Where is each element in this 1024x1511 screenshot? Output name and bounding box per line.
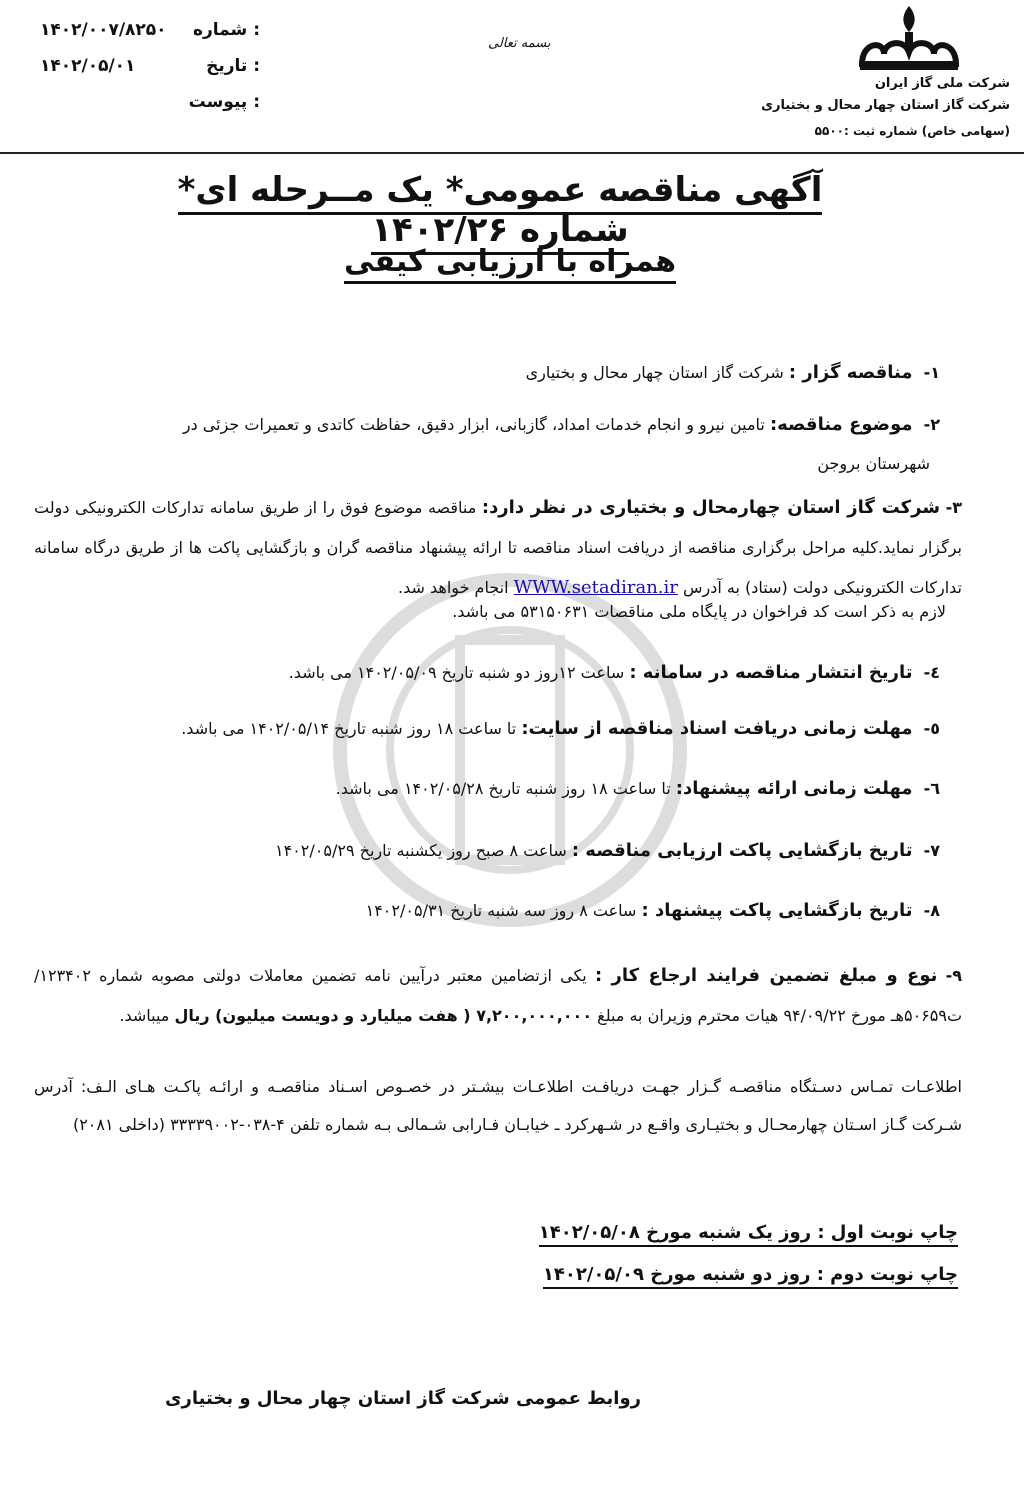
- org-subsidiary: شرکت گاز استان چهار محال و بختیاری: [761, 98, 1010, 113]
- item-3: [34, 488, 962, 608]
- letter-number-label: شماره :: [192, 20, 260, 40]
- item-4-text: ساعت ۱۲روز دو شنبه تاریخ ۱۴۰۲/۰۵/۰۹ می باشد.: [288, 663, 625, 682]
- contact-info: اطلاعـات تمـاس دسـتگاه مناقصـه گـزار جهـت دریافـت اطلاعـات بیشـتر در خصـوص اسـناد مناقصـه و ارائـه پاکـت هـای الـف: آدرس شـرکت گـاز اسـتان چهارمحـال و بختیـاری واقـع در شـهرکرد ـ خیابـان فـارابی شـمالی بـه شماره تلفن ۴-۰۳۸-۳۳۳۳۹۰۰۲ (داخلی ۲۰۸۱): [34, 1077, 962, 1134]
- item-3-text: مناقصه موضوع فوق را از طریق سامانه تدارکات الکترونیکی دولت برگزار نماید.کلیه مراحل برگزاری مناقصه از دریافت اسناد مناقصه تا ارائه پیشنهاد مناقصه گران و بازگشایی پاکت ها از طریق درگاه سامانه تدارکات الکترونیکی دولت (ستاد) به آدرس: [34, 498, 962, 597]
- item-4-number: ٤-: [923, 663, 940, 682]
- item-6: [336, 778, 940, 799]
- item-7-label: تاریخ بازگشایی پاکت ارزیابی مناقصه :: [571, 840, 913, 861]
- item-4-label: تاریخ انتشار مناقصه در سامانه :: [629, 662, 913, 683]
- item-2-continuation: شهرستان بروجن: [817, 454, 930, 473]
- company-logo-icon: [854, 2, 964, 74]
- item-9-text: یکی ازتضامین معتبر درآیین نامه تضمین معاملات دولتی مصوبه شماره ۱۲۳۴۰۲/ت۵۰۶۵۹هـ مورخ ۹۴/۰۹/۲۲ هیات محترم وزیران به مبلغ: [34, 966, 962, 1025]
- item-9-number: ۹-: [945, 966, 962, 985]
- tender-title-text: آگهی مناقصه عمومی* یک مــرحله ای* شماره ۱۴۰۲/۲۶: [178, 170, 823, 255]
- public-relations-signature: روابط عمومی شرکت گاز استان چهار محال و بختیاری: [165, 1388, 641, 1409]
- item-7-number: ۷-: [923, 841, 940, 860]
- print-second: چاپ نوبت دوم : روز دو شنبه مورخ ۱۴۰۲/۰۵/۰۹: [543, 1264, 958, 1289]
- item-3-number: ۳-: [945, 498, 962, 517]
- item-5-number: ٥-: [923, 719, 940, 738]
- item-7-text: ساعت ۸ صبح روز یکشنبه تاریخ ۱۴۰۲/۰۵/۲۹: [275, 841, 567, 860]
- tender-subtitle: [300, 244, 720, 279]
- item-8-text: ساعت ۸ روز سه شنبه تاریخ ۱۴۰۲/۰۵/۳۱: [365, 901, 637, 920]
- item-2-label: موضوع مناقصه:: [769, 414, 913, 435]
- setadiran-link[interactable]: WWW.setadiran.ir: [513, 577, 678, 598]
- item-6-text: تا ساعت ۱۸ روز شنبه تاریخ ۱۴۰۲/۰۵/۲۸ می باشد.: [335, 779, 671, 798]
- letter-date-value: ۱۴۰۲/۰۵/۰۱: [40, 56, 136, 76]
- item-8: [366, 900, 940, 921]
- item-4: [289, 662, 940, 683]
- tender-title: [120, 170, 880, 250]
- item-6-label: مهلت زمانی ارائه پیشنهاد:: [675, 778, 913, 799]
- letter-number-value: ۱۴۰۲/۰۰۷/۸۲۵۰: [40, 20, 167, 40]
- invocation: بسمه تعالی: [488, 36, 551, 51]
- item-3-text-end: انجام خواهد شد.: [398, 578, 509, 597]
- item-9-label: نوع و مبلغ تضمین فرایند ارجاع کار :: [594, 965, 938, 986]
- item-5-label: مهلت زمانی دریافت اسناد مناقصه از سایت:: [521, 718, 913, 739]
- guarantee-amount: ۷,۲۰۰,۰۰۰,۰۰۰ ( هفت میلیارد و دویست میلیون) ریال: [174, 1006, 593, 1025]
- item-2-number: ۲-: [923, 415, 940, 434]
- item-3-label: شرکت گاز استان چهارمحال و بختیاری در نظر دارد:: [481, 497, 941, 518]
- org-name: شرکت ملی گاز ایران: [874, 76, 1010, 91]
- item-6-number: ٦-: [923, 779, 940, 798]
- item-1-number: ۱-: [923, 363, 940, 382]
- attachment-label: پیوست :: [188, 92, 260, 112]
- org-registration: (سهامی خاص) شماره ثبت :۵۵۰۰: [814, 124, 1010, 138]
- item-8-label: تاریخ بازگشایی پاکت پیشنهاد :: [641, 900, 913, 921]
- letter-date-label: تاریخ :: [206, 56, 260, 76]
- tender-subtitle-text: همراه با ارزیابی کیفی: [344, 244, 676, 284]
- item-7: [275, 840, 940, 861]
- item-1-label: مناقصه گزار :: [788, 362, 913, 383]
- item-9: [34, 956, 962, 1036]
- item-5-text: تا ساعت ۱۸ روز شنبه تاریخ ۱۴۰۲/۰۵/۱۴ می باشد.: [181, 719, 517, 738]
- item-5: [181, 718, 940, 739]
- item-1-text: شرکت گاز استان چهار محال و بختیاری: [525, 363, 784, 382]
- print-first: چاپ نوبت اول : روز یک شنبه مورخ ۱۴۰۲/۰۵/۰۸: [539, 1222, 958, 1247]
- item-3-note: لازم به ذکر است کد فراخوان در پایگاه ملی مناقصات ۵۳۱۵۰۶۳۱ می باشد.: [452, 602, 946, 621]
- item-2: [183, 414, 940, 435]
- item-1: [526, 362, 940, 383]
- item-8-number: ۸-: [923, 901, 940, 920]
- item-2-text: تامین نیرو و انجام خدمات امداد، گازبانی، ابزار دقیق، حفاظت کاتدی و تعمیرات جزئی در: [182, 415, 765, 434]
- item-9-text-end: میباشد.: [119, 1006, 170, 1025]
- header-divider: [0, 152, 1024, 154]
